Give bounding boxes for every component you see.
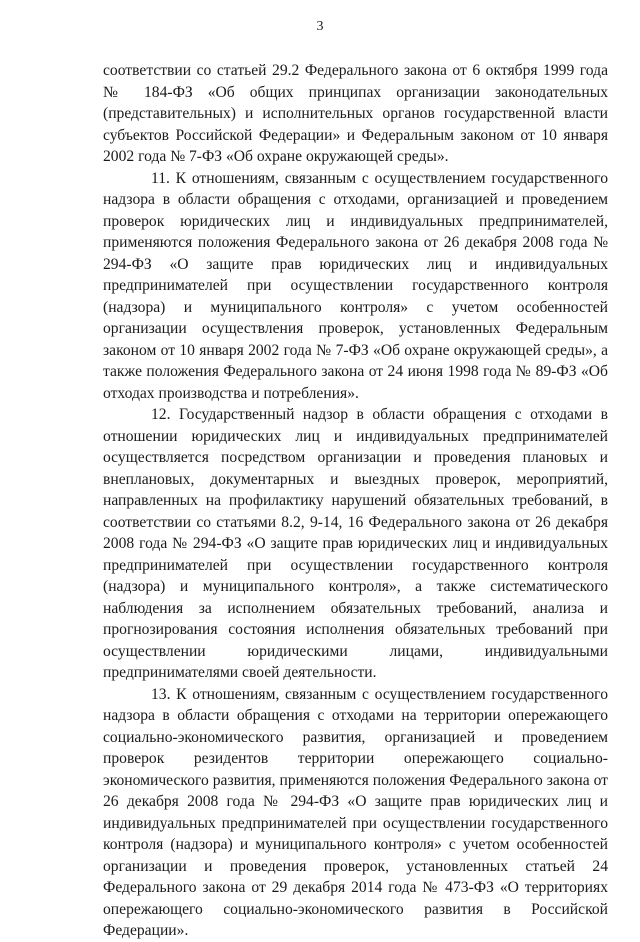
paragraph-item-12: 12. Государственный надзор в области обращения с отходами в отношении юридических лиц и индивидуальных предпринимателей осуществляется посредством организации и проведения плановых и внеплановых, документарных и выездных проверок, мероприятий, направленных на профилактику нарушений обязательных требований, в соответствии со статьями 8.2, 9-14, 16 Федерального закона от 26 декабря 2008 года № 294-ФЗ «О защите прав юридических лиц и индивидуальных предпринимателей при осуществлении государственного контроля (надзора) и муниципального контроля», а также систематического наблюдения за исполнением обязательных требований, анализа и прогнозирования состояния исполнения обязательных требований при осуществлении юридическими лицами, индивидуальными предпринимателями своей деятельности.	[103, 406, 608, 681]
page-number: 3	[316, 19, 324, 34]
paragraph-continuation: соответствии со статьей 29.2 Федерального закона от 6 октября 1999 года № 184-ФЗ «Об общих принципах организации законодательных (представительных) и исполнительных органов государственной власти субъектов Российской Федерации» и Федеральным законом от 10 января 2002 года № 7-ФЗ «Об охране окружающей среды».	[103, 62, 608, 165]
paragraph-item-11: 11. К отношениям, связанным с осуществлением государственного надзора в области обращения с отходами, организацией и проведением проверок юридических лиц и индивидуальных предпринимателей, применяются положения Федерального закона от 26 декабря 2008 года № 294-ФЗ «О защите прав юридических лиц и индивидуальных предпринимателей при осуществлении государственного контроля (надзора) и муниципального контроля» с учетом особенностей организации осуществления проверок, установленных Федеральным законом от 10 января 2002 года № 7-ФЗ «Об охране окружающей среды», а также положения Федерального закона от 24 июня 1998 года № 89-ФЗ «Об отходах производства и потребления».	[103, 169, 608, 402]
document-body	[103, 60, 608, 942]
paragraph-item-13: 13. К отношениям, связанным с осуществлением государственного надзора в области обращения с отходами на территории опережающего социально-экономического развития, организацией и проведением проверок резидентов территории опережающего социально-экономического развития, применяются положения Федерального закона от 26 декабря 2008 года № 294-ФЗ «О защите прав юридических лиц и индивидуальных предпринимателей при осуществлении государственного контроля (надзора) и муниципального контроля» с учетом особенностей организации и проведения проверок, установленных статьей 24 Федерального закона от 29 декабря 2014 года № 473-ФЗ «О территориях опережающего социально-экономического развития в Российской Федерации».	[103, 685, 608, 939]
